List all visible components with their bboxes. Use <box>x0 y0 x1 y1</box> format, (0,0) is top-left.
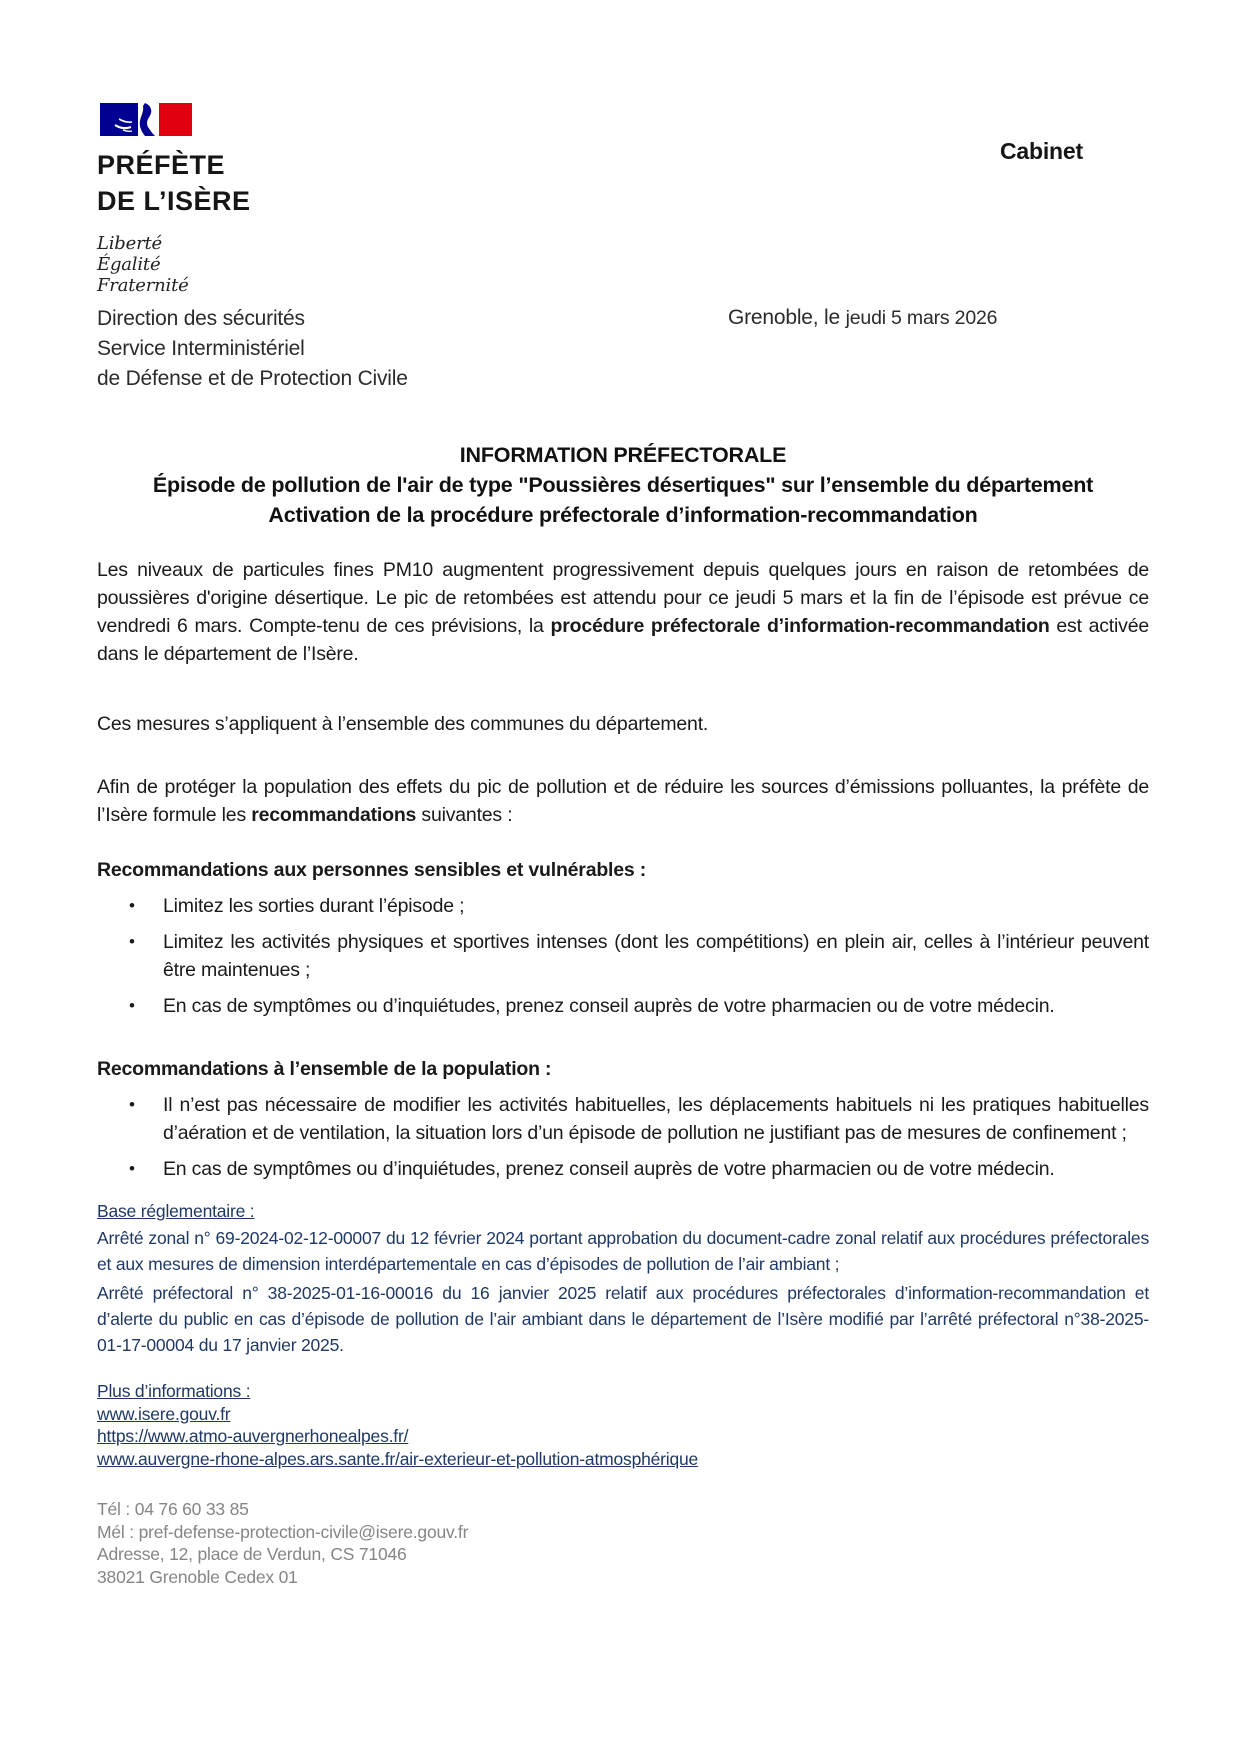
bullet-text: Limitez les sorties durant l’épisode ; <box>163 895 465 917</box>
paragraph-episode-bold: procédure préfectorale d’information-recommandation <box>550 615 1050 637</box>
service-line1: Direction des sécurités <box>97 307 305 330</box>
bullet-icon: • <box>129 1159 135 1178</box>
bullet-icon: • <box>129 1095 135 1114</box>
more-info-heading: Plus d’informations : <box>97 1381 251 1401</box>
bullet-list-sensibles <box>97 892 1149 1020</box>
bullet-list-population <box>97 1091 1149 1183</box>
list-item <box>97 928 1149 984</box>
cabinet-label: Cabinet <box>1000 138 1083 164</box>
bullet-icon: • <box>129 932 135 951</box>
section-heading-sensibles: Recommandations aux personnes sensibles et vulnérables : <box>97 859 647 881</box>
list-item <box>97 992 1149 1020</box>
motto-fraternite: Fraternité <box>97 275 189 296</box>
institution-line1: PRÉFÈTE <box>97 150 226 180</box>
bullet-text: En cas de symptômes ou d’inquiétudes, prenez conseil auprès de votre pharmacien ou de votre médecin. <box>163 1158 1055 1180</box>
paragraph-protection-text: Afin de protéger la population des effets du pic de pollution et de réduire les sources d’émissions polluantes, la préfète de l’Isère formule les <box>97 776 1149 826</box>
regulatory-heading: Base réglementaire : <box>97 1201 255 1221</box>
footer-phone: Tél : 04 76 60 33 85 <box>97 1499 249 1519</box>
motto-liberte: Liberté <box>97 233 162 254</box>
link-atmo-aura[interactable]: https://www.atmo-auvergnerhonealpes.fr/ <box>97 1426 409 1446</box>
document-body <box>97 0 1149 1588</box>
document-title <box>97 0 1149 530</box>
footer-address: Adresse, 12, place de Verdun, CS 71046 <box>97 1544 407 1564</box>
paragraph-mesures: Ces mesures s’appliquent à l’ensemble des communes du département. <box>97 713 709 735</box>
bullet-text: En cas de symptômes ou d’inquiétudes, prenez conseil auprès de votre pharmacien ou de votre médecin. <box>163 995 1055 1017</box>
section-heading-population: Recommandations à l’ensemble de la population : <box>97 1058 552 1080</box>
bullet-text: Il n’est pas nécessaire de modifier les activités habituelles, les déplacements habituels ni les pratiques habituelles d’aération et de ventilation, la situation lors d’un épisode de pollution ne justifiant pas de mesures de confinement ; <box>163 1094 1149 1144</box>
motto-egalite: Égalité <box>97 254 161 275</box>
paragraph-episode-text: Les niveaux de particules fines PM10 augmentent progressivement depuis quelques jours en raison de retombées de poussières d'origine désertique. Le pic de retombées est attendu pour ce jeudi 5 mars et la fin de l’épisode est prévue ce vendredi 6 mars. Compte-tenu de ces prévisions, la <box>97 559 1149 637</box>
title-line1: INFORMATION PRÉFECTORALE <box>459 443 787 467</box>
bullet-text: Limitez les activités physiques et sportives intenses (dont les compétitions) en plein air, celles à l’intérieur peuvent être maintenues ; <box>163 931 1149 981</box>
paragraph-episode-end: est activée dans le département de l’Isère. <box>97 615 1149 665</box>
title-line3: Activation de la procédure préfectorale d’information-recommandation <box>268 503 978 527</box>
contact-footer <box>97 1498 1149 1588</box>
regulatory-paragraph-1: Arrêté zonal n° 69-2024-02-12-00007 du 12 février 2024 portant approbation du document-cadre zonal relatif aux procédures préfectorales et aux mesures de dimension interdépartementale en cas d’épisodes de pollution de l’air ambiant ; <box>97 1228 1149 1274</box>
list-item <box>97 1155 1149 1183</box>
paragraph-protection <box>97 773 1149 829</box>
paragraph-protection-end: suivantes : <box>416 804 513 826</box>
footer-email: Mél : pref-defense-protection-civile@isere.gouv.fr <box>97 1521 469 1542</box>
link-ars-sante[interactable]: www.auvergne-rhone-alpes.ars.sante.fr/air-exterieur-et-pollution-atmosphérique <box>97 1448 699 1469</box>
place-label: Grenoble, le <box>728 306 846 329</box>
paragraph-episode <box>97 556 1149 668</box>
title-line2: Épisode de pollution de l'air de type "Poussières désertiques" sur l’ensemble du département <box>152 473 1094 497</box>
regulatory-paragraph-2: Arrêté préfectoral n° 38-2025-01-16-00016 du 16 janvier 2025 relatif aux procédures préfectorales d’information-recommandation et d’alerte du public en cas d’épisode de pollution de l’air ambiant dans le département de l’Isère modifié par l’arrêté préfectoral n°38-2025-01-17-00004 du 17 janvier 2025. <box>97 1283 1149 1355</box>
bullet-icon: • <box>129 996 135 1015</box>
paragraph-protection-bold: recommandations <box>251 804 417 826</box>
bullet-icon: • <box>129 896 135 915</box>
service-line3: de Défense et de Protection Civile <box>97 367 408 390</box>
list-item <box>97 892 1149 920</box>
institution-line2: DE L’ISÈRE <box>97 186 251 216</box>
list-item <box>97 1091 1149 1147</box>
info-links <box>97 1403 1149 1471</box>
link-isere-gouv[interactable]: www.isere.gouv.fr <box>97 1403 231 1424</box>
service-line2: Service Interministériel <box>97 337 305 360</box>
footer-city: 38021 Grenoble Cedex 01 <box>97 1566 298 1587</box>
date-value: jeudi 5 mars 2026 <box>845 307 998 329</box>
